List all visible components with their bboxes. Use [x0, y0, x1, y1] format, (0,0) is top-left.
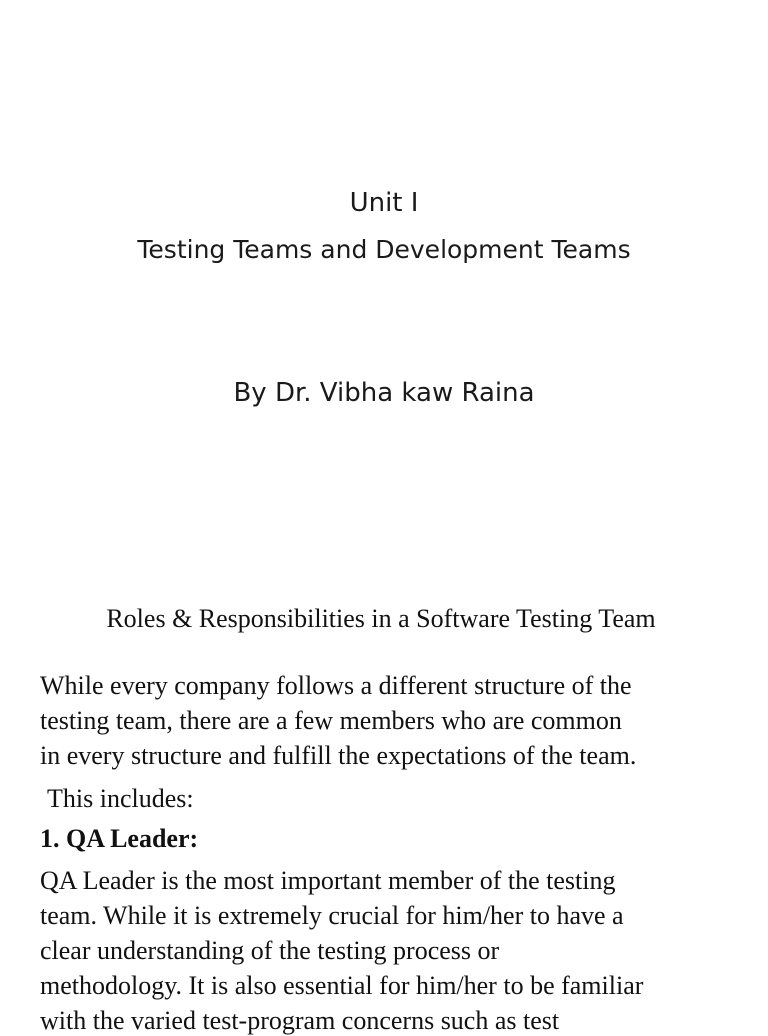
- text-line: methodology. It is also essential for him/her to be familiar: [40, 971, 644, 1000]
- text-line: team. While it is extremely crucial for him/her to have a: [40, 901, 624, 930]
- section-heading: Roles & Responsibilities in a Software Testing Team: [106, 604, 656, 633]
- text-line: QA Leader is the most important member of the testing: [40, 866, 616, 895]
- author-credit: By Dr. Vibha kaw Raina: [233, 378, 535, 408]
- text-line: clear understanding of the testing process or: [40, 936, 500, 965]
- text-line: While every company follows a different structure of the: [40, 671, 632, 700]
- text-line: with the varied test-program concerns such as test: [40, 1006, 560, 1035]
- presentation-title: Testing Teams and Development Teams: [137, 235, 631, 264]
- text-line: testing team, there are a few members who are common: [40, 706, 622, 735]
- text-line: in every structure and fulfill the expectations of the team.: [40, 741, 637, 770]
- text-line: This includes:: [47, 784, 194, 813]
- role-heading: 1. QA Leader:: [40, 824, 199, 853]
- unit-label: Unit I: [349, 188, 419, 218]
